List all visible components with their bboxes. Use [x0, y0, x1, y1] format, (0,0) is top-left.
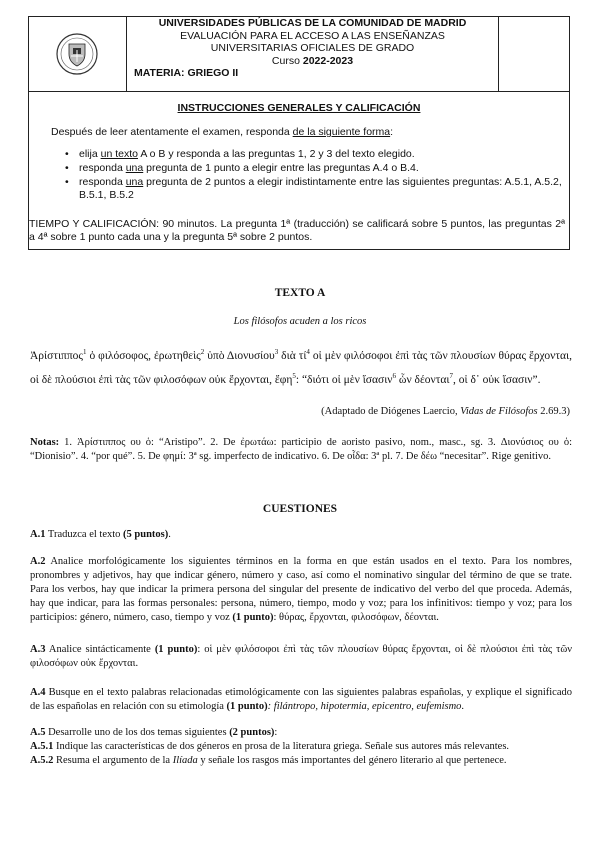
studies-name: UNIVERSITARIAS OFICIALES DE GRADO: [210, 42, 415, 54]
subject: MATERIA: GRIEGO II: [134, 67, 239, 79]
university-name: UNIVERSIDADES PÚBLICAS DE LA COMUNIDAD DE MADRID: [158, 17, 467, 29]
question-a3: A.3 Analice sintácticamente (1 punto): οἱ μὲν φιλόσοφοι ἐπὶ τὰς τῶν πλουσίων θύρας ἔρχονται, οἱ δὲ πλούσιοι ἐπὶ τὰς τῶν φιλοσόφων οὐκ ἔρχονται.: [30, 644, 572, 669]
text-title: TEXTO A: [274, 287, 326, 299]
question-a2: A.2 Analice morfológicamente los siguientes términos en la forma en que están usados en el texto. Para los nombres, pronombres y adjetivos, hay que indicar género, número y caso, así como el nominativo singular del término de que se trate. Para los verbos, hay que indicar la primera persona del singular del presente de indicativo del verbo del que proceda. Además, hay que indicar, para las formas personales: persona, número, tiempo, modo y voz; para los infinitivos: tiempo y voz; para los participios: género, número, caso, tiempo y voz (1 punto): θύρας, ἔρχονται, φιλοσόφων, δέονται.: [30, 556, 572, 623]
exam-name: EVALUACIÓN PARA EL ACCESO A LAS ENSEÑANZAS: [180, 29, 445, 42]
instructions-list: [65, 148, 565, 203]
instructions-title: INSTRUCCIONES GENERALES Y CALIFICACIÓN: [177, 102, 421, 114]
question-a51: A.5.1 Indique las características de dos géneros en prosa de la literatura griega. Señale sus autores más relevantes.: [30, 741, 510, 752]
instructions-box: [28, 92, 570, 250]
greek-text: Ἀρίστιππος$^1$ ὁ φιλόσοφος, ἐρωτηθεὶς$^2$ ὑπὸ Διονυσίου$^3$ διὰ $\tau ί^4$ οἱ μὲν φιλόσοφοι ἐπὶ τὰς τῶν πλουσίων θύρας ἔρχονται, οἱ δὲ πλούσιοι ἐπὶ τὰς τῶν φιλοσόφων οὐκ ἔρχονται, ἔφη$^5$: “διότι οἱ μὲν ἴσασιν$^6$ ὧν δέονται$^7$, οἱ δ᾽ οὐκ ἴσασιν”.: [30, 348, 572, 386]
text-source: (Adaptado de Diógenes Laercio, Vidas de Filósofos 2.69.3): [321, 406, 570, 417]
question-a1: A.1 Traduzca el texto (5 puntos).: [30, 529, 171, 540]
list-item: • responda una pregunta de 1 punto a elegir entre las preguntas A.4 o B.4.: [65, 162, 565, 175]
header-blank-cell: [498, 17, 569, 91]
exam-header: [28, 16, 570, 92]
notes: Notas: 1. Ἀρίστιππος ου ὁ: “Aristipo”. 2. De ἐρωτάω: participio de aoristo pasivo, nom., masc., sg. 3. Διονύσιος ου ὁ: “Dionisio”. 4. “por qué”. 5. De φημί: 3ª sg. imperfecto de indicativo. 6. De οἶδα: 3ª pl. 7. De δέω “necesitar”. Rige genitivo.: [30, 437, 572, 462]
university-logo: [29, 17, 127, 91]
question-a5: A.5 Desarrolle uno de los dos temas siguientes (2 puntos):: [30, 727, 278, 738]
questions-title: CUESTIONES: [262, 503, 338, 515]
question-a52: A.5.2 Resuma el argumento de la Ilíada y señale los rasgos más importantes del género literario al que pertenece.: [30, 755, 507, 766]
course-line: Curso 2022-2023: [271, 54, 354, 67]
list-item: • elija un texto A o B y responda a las preguntas 1, 2 y 3 del texto elegido.: [65, 148, 565, 161]
text-subtitle: Los filósofos acuden a los ricos: [233, 316, 367, 327]
list-item: • responda una pregunta de 2 puntos a elegir indistintamente entre las siguientes preguntas: A.5.1, A.5.2, B.5.1, B.5.2: [65, 176, 565, 202]
shield-icon: [29, 17, 126, 91]
timing-info: TIEMPO Y CALIFICACIÓN: 90 minutos. La pregunta 1ª (traducción) se calificará sobre 5 puntos, las preguntas 2ª a 4ª sobre 1 punto cada una y la pregunta 5ª sobre 2 puntos.: [29, 218, 565, 243]
question-a4: A.4 Busque en el texto palabras relacionadas etimológicamente con las siguientes palabras españolas, y explique el significado de las españolas en relación con su etimología (1 punto): filántropo, hipotermia, epicentro, eufemismo.: [30, 687, 572, 712]
instructions-intro: Después de leer atentamente el examen, responda de la siguiente forma:: [51, 126, 394, 138]
